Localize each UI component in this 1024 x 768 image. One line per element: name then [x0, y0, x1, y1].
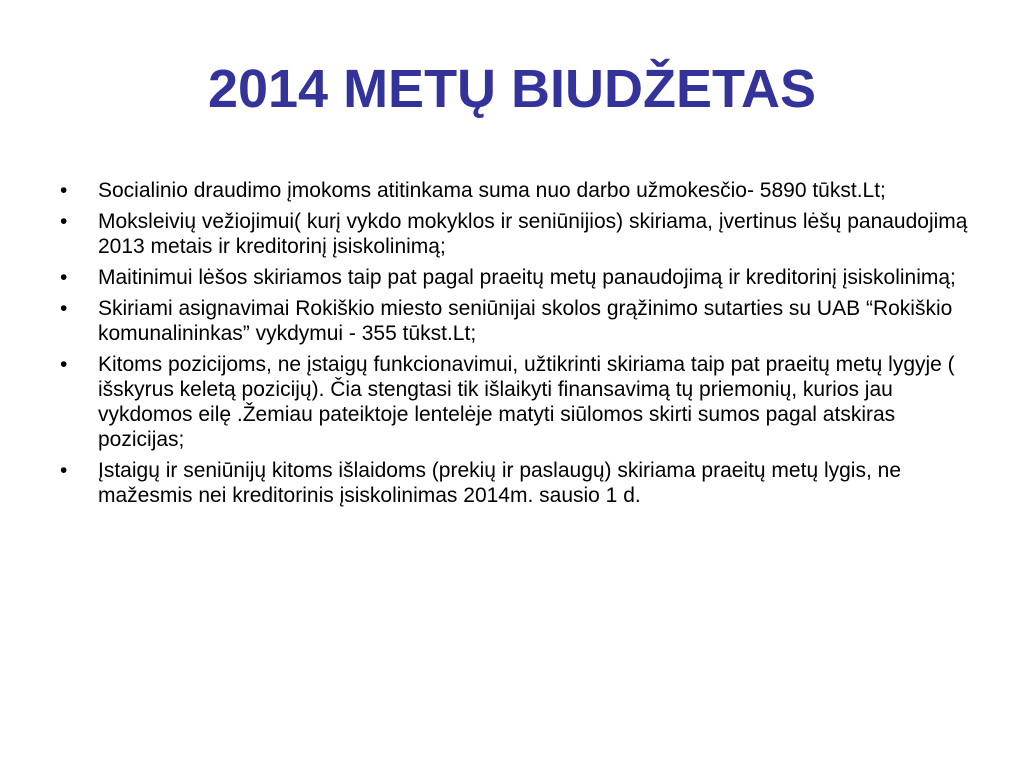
bullet-list [58, 178, 978, 514]
bullet-item [58, 458, 978, 508]
bullet-text: Maitinimui lėšos skiriamos taip pat pagal praeitų metų panaudojimą ir kreditorinį įsiskolinimą; [98, 266, 956, 289]
bullet-glyph: • [60, 353, 68, 376]
bullet-glyph: • [60, 179, 68, 202]
bullet-text: Socialinio draudimo įmokoms atitinkama suma nuo darbo užmokesčio- 5890 tūkst.Lt; [98, 179, 886, 202]
bullet-item [58, 209, 978, 259]
slide-title: 2014 METŲ BIUDŽETAS [207, 59, 817, 119]
bullet-glyph: • [60, 266, 68, 289]
bullet-glyph: • [60, 297, 68, 320]
bullet-glyph: • [60, 459, 68, 482]
bullet-text: Įstaigų ir seniūnijų kitoms išlaidoms (prekių ir paslaugų) skiriama praeitų metų lygis, ne mažesmis nei kreditorinis įsiskolinimas 2014m. sausio 1 d. [98, 459, 901, 507]
bullet-item [58, 296, 978, 346]
bullet-item [58, 178, 978, 203]
bullet-text: Moksleivių vežiojimui( kurį vykdo mokyklos ir seniūnijios) skiriama, įvertinus lėšų panaudojimą 2013 metais ir kreditorinį įsiskolinimą; [98, 210, 968, 258]
bullet-text: Kitoms pozicijoms, ne įstaigų funkcionavimui, užtikrinti skiriama taip pat praeitų metų lygyje ( išskyrus keletą pozicijų). Čia stengtasi tik išlaikyti finansavimą tų priemonių, kurios jau vykdomos eilę .Žemiau pateiktoje lentelėje matyti siūlomos skirti sumos pagal atskiras pozicijas; [98, 353, 955, 451]
bullet-glyph: • [60, 210, 68, 233]
bullet-item [58, 352, 978, 452]
bullet-text: Skiriami asignavimai Rokiškio miesto seniūnijai skolos grąžinimo sutarties su UAB “Rokiškio komunalininkas” vykdymui - 355 tūkst.Lt; [98, 297, 953, 345]
bullet-item [58, 265, 978, 290]
